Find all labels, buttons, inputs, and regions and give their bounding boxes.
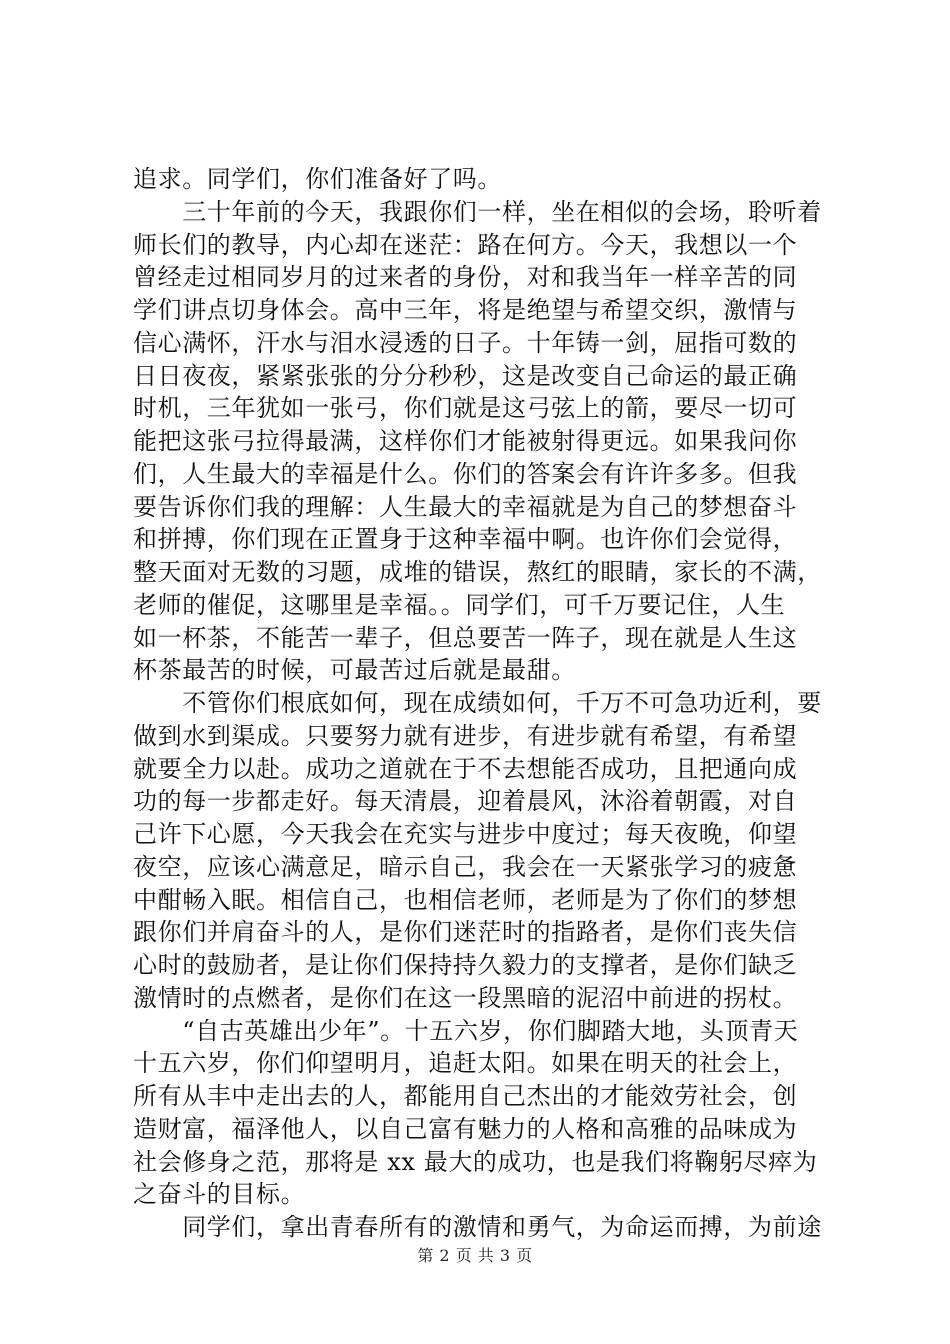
text-line: 激情时的点燃者，是你们在这一段黑暗的泥沼中前进的拐杖。 bbox=[133, 983, 798, 1012]
text-line: 学们讲点切身体会。高中三年，将是绝望与希望交织，激情与 bbox=[133, 296, 798, 324]
page-number-footer: 第 2 页 共 3 页 bbox=[417, 1246, 533, 1265]
text-line: 老师的催促，这哪里是幸福。。同学们，可千万要记住，人生 bbox=[133, 590, 786, 619]
text-line: 曾经走过相同岁月的过来者的身份，对和我当年一样辛苦的同 bbox=[133, 263, 798, 292]
text-line: 时机，三年犹如一张弓，你们就是这弓弦上的箭，要尽一切可 bbox=[133, 394, 798, 423]
text-line: 中酣畅入眠。相信自己，也相信老师，老师是为了你们的梦想 bbox=[133, 885, 798, 914]
text-line: 造财富，福泽他人，以自己富有魅力的人格和高雅的品味成为 bbox=[133, 1114, 798, 1143]
text-line: 己许下心愿，今天我会在充实与进步中度过；每天夜晚，仰望 bbox=[133, 820, 798, 848]
body-text bbox=[133, 163, 823, 1244]
text-line: 能把这张弓拉得最满，这样你们才能被射得更远。如果我问你 bbox=[133, 427, 798, 455]
text-line: 同学们，拿出青春所有的激情和勇气，为命运而搏，为前途 bbox=[133, 1213, 822, 1241]
text-line: 就要全力以赴。成功之道就在于不去想能否成功，且把通向成 bbox=[133, 754, 798, 783]
text-line: 心时的鼓励者，是让你们保持持久毅力的支撑者，是你们缺乏 bbox=[133, 951, 798, 979]
text-line: 日日夜夜，紧紧张张的分分秒秒，这是改变自己命运的最正确 bbox=[133, 361, 798, 390]
text-line: 和拼搏，你们现在正置身于这种幸福中啊。也许你们会觉得， bbox=[133, 525, 798, 554]
text-line: 整天面对无数的习题，成堆的错误，熬红的眼睛，家长的不满， bbox=[133, 558, 822, 586]
text-line: 如一杯茶，不能苦一辈子，但总要苦一阵子，现在就是人生这 bbox=[133, 623, 798, 652]
text-line: 十五六岁，你们仰望明月，追赶太阳。如果在明天的社会上， bbox=[133, 1049, 798, 1078]
text-line: 追求。同学们，你们准备好了吗。 bbox=[133, 165, 502, 193]
text-line: 师长们的教导，内心却在迷茫：路在何方。今天，我想以一个 bbox=[133, 230, 798, 259]
text-line: 功的每一步都走好。每天清晨，迎着晨风，沐浴着朝霞，对自 bbox=[133, 787, 798, 816]
text-line: 所有从丰中走出去的人，都能用自己杰出的才能效劳社会，创 bbox=[133, 1082, 798, 1110]
text-line: 社会修身之范，那将是 xx 最大的成功，也是我们将鞠躬尽瘁为 bbox=[133, 1147, 818, 1176]
text-line: 不管你们根底如何，现在成绩如何，千万不可急功近利，要 bbox=[133, 689, 822, 717]
text-line: 信心满怀，汗水与泪水浸透的日子。十年铸一剑，屈指可数的 bbox=[133, 328, 798, 357]
text-line: 三十年前的今天，我跟你们一样，坐在相似的会场，聆听着 bbox=[133, 197, 822, 226]
text-line: 之奋斗的目标。 bbox=[133, 1180, 306, 1209]
text-line: 跟你们并肩奋斗的人，是你们迷茫时的指路者，是你们丧失信 bbox=[133, 918, 798, 947]
text-line: 们，人生最大的幸福是什么。你们的答案会有许许多多。但我 bbox=[133, 459, 798, 488]
text-line: 夜空，应该心满意足，暗示自己，我会在一天紧张学习的疲惫 bbox=[133, 852, 798, 881]
text-line: “自古英雄出少年”。十五六岁，你们脚踏大地，头顶青天 bbox=[133, 1016, 799, 1045]
text-line: 做到水到渠成。只要努力就有进步，有进步就有希望，有希望 bbox=[133, 721, 798, 750]
text-line: 要告诉你们我的理解：人生最大的幸福就是为自己的梦想奋斗 bbox=[133, 492, 798, 521]
text-line: 杯茶最苦的时候，可最苦过后就是最甜。 bbox=[133, 656, 576, 685]
